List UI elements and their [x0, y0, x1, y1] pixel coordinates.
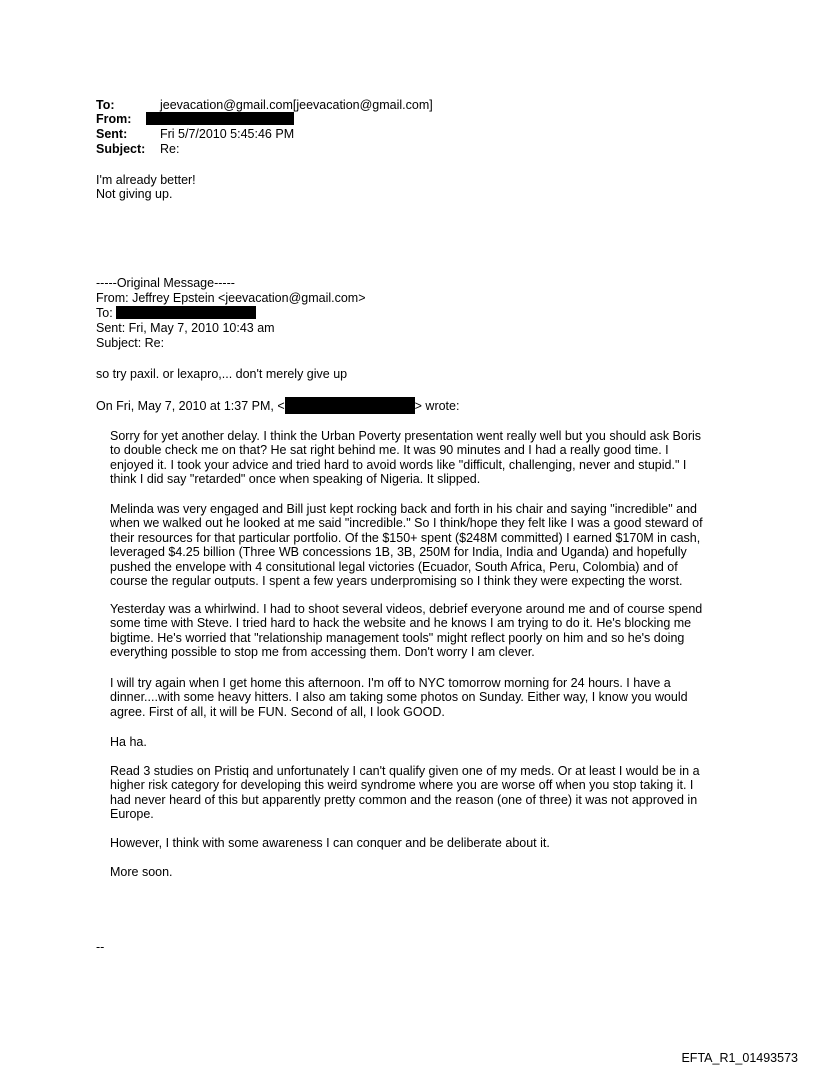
quoted-paragraph-1: Sorry for yet another delay. I think the Urban Poverty presentation went really well but you should ask Boris to double check me on that? He sat right behind me. It was 90 minutes and I had a really good time. I enjoyed it. I took your advice and tried hard to avoid words like "difficult, challenging, never and stupid." I think I did say "retarded" once when speaking of Nigeria. It slipped.	[110, 429, 702, 487]
quote-intro	[96, 397, 459, 414]
redaction-bar	[146, 112, 294, 125]
sent-label: Sent:	[96, 127, 128, 141]
document-id: EFTA_R1_01493573	[681, 1051, 798, 1065]
redaction-bar	[116, 306, 256, 319]
original-divider: -----Original Message-----	[96, 276, 235, 290]
quoted-paragraph-4: I will try again when I get home this afternoon. I'm off to NYC tomorrow morning for 24 hours. I have a dinner....with some heavy hitters. I also am taking some photos on Sunday. Either way, I know you would agree. First of all, it will be FUN. Second of all, I look GOOD.	[110, 676, 688, 719]
redaction-bar	[285, 397, 415, 414]
original-to-row	[96, 306, 256, 321]
signature-separator: --	[96, 940, 105, 954]
original-subject: Subject: Re:	[96, 336, 165, 350]
original-to-label: To:	[96, 306, 113, 320]
quoted-paragraph-6: Read 3 studies on Pristiq and unfortunately I can't qualify given one of my meds. Or at least I would be in a higher risk category for developing this weird syndrome where you are worse off when you stop taking it. I had never heard of this but apparently pretty common and the reason (one of three) it was not approved in Europe.	[110, 764, 700, 822]
header-subject-row	[96, 142, 179, 157]
header-sent-row	[96, 127, 294, 142]
from-label: From:	[96, 112, 132, 126]
sent-value: Fri 5/7/2010 5:45:46 PM	[160, 127, 295, 141]
header-from-row	[96, 112, 294, 127]
header-to-row	[96, 98, 433, 113]
quoted-paragraph-8: More soon.	[110, 865, 173, 879]
quoted-paragraph-7: However, I think with some awareness I can conquer and be deliberate about it.	[110, 836, 550, 850]
original-sent: Sent: Fri, May 7, 2010 10:43 am	[96, 321, 275, 335]
to-value: jeevacation@gmail.com[jeevacation@gmail.com]	[160, 98, 433, 112]
original-from: From: Jeffrey Epstein <jeevacation@gmail.com>	[96, 291, 366, 305]
original-body: so try paxil. or lexapro,... don't merely give up	[96, 367, 348, 381]
reply-line-1: I'm already better!	[96, 173, 196, 187]
quoted-paragraph-5: Ha ha.	[110, 735, 147, 749]
to-label: To:	[96, 98, 115, 112]
subject-label: Subject:	[96, 142, 146, 156]
quote-intro-end: > wrote:	[414, 399, 460, 413]
quote-intro-start: On Fri, May 7, 2010 at 1:37 PM, <	[96, 399, 285, 413]
reply-line-2: Not giving up.	[96, 187, 173, 201]
subject-value: Re:	[160, 142, 180, 156]
quoted-paragraph-3: Yesterday was a whirlwind. I had to shoot several videos, debrief everyone around me and of course spend some time with Steve. I tried hard to hack the website and he knows I am trying to do it. He's blocking me bigtime. He's worried that "relationship management tools" might reflect poorly on him and so he's doing everything possible to stop me from accessing them. Don't worry I am clever.	[110, 602, 703, 660]
quoted-paragraph-2: Melinda was very engaged and Bill just kept rocking back and forth in his chair and saying "incredible" and when we walked out he looked at me said "incredible." So I think/hope they felt like I was a good steward of their resources for that particular portfolio. Of the $150+ spent ($248M committed) I earned $170M in cash, leveraged $4.25 billion (Three WB concessions 1B, 3B, 250M for India, India and Uganda) and hopefully pushed the envelope with 4 consitutional legal victories (Ecuador, South Africa, Peru, Colombia) and of course the regular outputs. I spent a few years underpromising so I think they were expecting the worst.	[110, 502, 703, 589]
